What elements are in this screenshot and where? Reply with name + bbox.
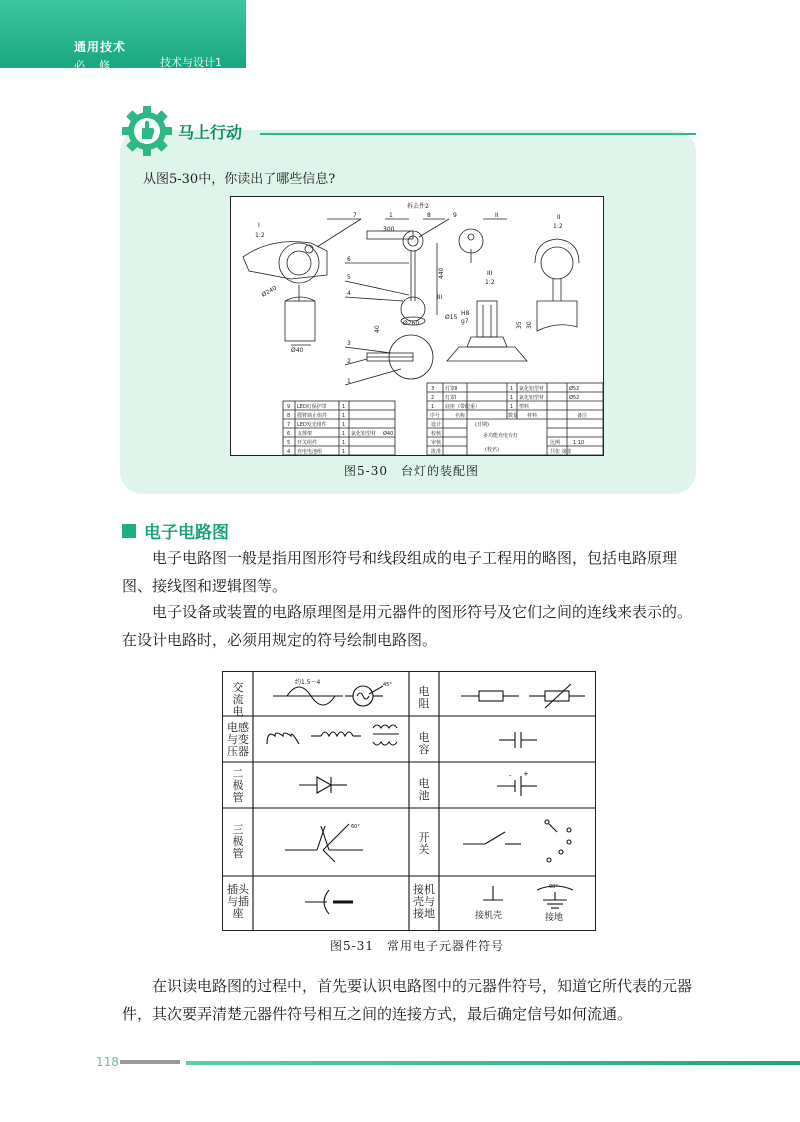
label-ground: 接机壳与接地 [413,883,435,920]
header-book-title: 技术与设计1 [160,56,222,69]
svg-text:灯罩Ⅰ: 灯罩Ⅰ [445,395,457,401]
svg-text:摇臂锁止组件: 摇臂锁止组件 [297,413,328,419]
switch-symbols [463,820,571,862]
label-battery: 电池 [418,777,430,802]
svg-text:Ø240: Ø240 [260,284,279,299]
svg-text:材料: 材料 [527,413,538,419]
detail-view-ii [459,212,507,263]
inductor-symbols [267,725,399,745]
svg-text:1: 1 [510,404,514,410]
svg-text:+: + [523,770,529,778]
svg-text:灯罩Ⅱ: 灯罩Ⅱ [445,386,458,392]
svg-text:30: 30 [526,321,533,329]
svg-text:6: 6 [347,256,351,263]
svg-text:III: III [487,270,493,277]
svg-text:校核: 校核 [431,431,442,437]
svg-text:1: 1 [342,440,346,446]
section-title: 电子电路图 [144,523,229,543]
ground-symbols [475,884,573,923]
svg-text:序号: 序号 [430,413,441,419]
svg-text:1: 1 [347,378,351,385]
diode-symbol [299,777,347,793]
label-ac: 交流电 [232,681,244,718]
svg-text:Ø260: Ø260 [403,320,420,327]
footer-gray-bar [120,1060,180,1064]
resistor-symbols [461,684,585,708]
svg-text:比例: 比例 [550,440,561,446]
svg-text:440: 440 [438,267,445,279]
svg-text:1: 1 [342,431,346,437]
lamp-assembly-drawing [230,196,604,456]
front-view [367,226,445,379]
svg-text:4: 4 [287,449,291,455]
svg-text:(日期): (日期) [475,422,489,428]
svg-text:5: 5 [287,440,291,446]
figure-5-31-caption: 图5-31 常用电子元器件符号 [330,939,504,953]
svg-text:8: 8 [427,212,431,219]
svg-text:Ø52: Ø52 [569,395,580,401]
svg-text:1: 1 [510,386,514,392]
svg-text:II: II [557,214,561,221]
label-plug: 插头与插座 [227,883,249,920]
svg-text:充电电池组: 充电电池组 [297,449,323,455]
svg-text:数量: 数量 [508,413,519,419]
svg-text:批准: 批准 [431,449,442,455]
svg-text:1: 1 [342,404,346,410]
svg-text:Ø15: Ø15 [445,314,458,321]
svg-text:1: 1 [342,413,346,419]
svg-text:g7: g7 [461,318,469,325]
action-question: 从图5-30中，你读出了哪些信息? [143,172,336,187]
paragraph-1: 电子电路图一般是指用图形符号和线段组成的电子工程用的略图，包括电路原理图、接线图和逻辑图等。 [122,549,678,595]
figure-5-30-caption: 图5-30 台灯的装配图 [344,464,479,478]
header-text [74,38,126,73]
action-title: 马上行动 [178,123,243,142]
svg-text:接机壳: 接机壳 [475,911,503,921]
detail-view-iii [437,270,533,361]
svg-text:LED灯保护罩: LED灯保护罩 [297,404,327,410]
header-subject: 通用技术 [74,40,127,54]
svg-text:1:10: 1:10 [573,440,585,446]
svg-text:III: III [437,294,443,301]
paragraph-2: 电子设备或装置的电路原理图是用元器件的图形符号及它们之间的连线来表示的。在设计电路时，必须用规定的符号绘制电路图。 [122,603,693,649]
svg-text:(校名): (校名) [485,447,499,453]
label-inductor: 电感与变压器 [227,721,249,758]
svg-text:Ø40: Ø40 [291,347,304,354]
label-switch: 开关 [418,831,430,856]
svg-text:塑料: 塑料 [519,404,530,410]
svg-text:备注: 备注 [577,413,588,419]
electronic-symbol-table [222,671,596,931]
svg-text:9: 9 [453,212,457,219]
svg-text:1: 1 [389,212,393,219]
svg-text:1:2: 1:2 [255,232,265,239]
svg-text:60°: 60° [351,824,360,830]
svg-text:多功能充电台灯: 多功能充电台灯 [483,433,519,439]
section-heading [122,518,229,543]
svg-text:共张 第张: 共张 第张 [550,449,572,455]
svg-text:LED发光组件: LED发光组件 [297,422,327,428]
part-number-callouts [317,212,457,385]
transistor-symbol [285,824,363,862]
svg-text:接地: 接地 [545,913,564,923]
svg-text:-: - [509,772,512,780]
label-diode: 二极管 [232,767,244,804]
svg-text:1: 1 [342,449,346,455]
label-capacitor: 电容 [418,731,430,756]
svg-text:II: II [495,212,499,219]
svg-text:1:2: 1:2 [553,223,563,230]
ac-symbols [273,678,392,706]
svg-text:审核: 审核 [431,440,442,446]
svg-text:1: 1 [342,422,346,428]
svg-text:2: 2 [431,395,435,401]
svg-text:7: 7 [353,212,357,219]
left-view [243,222,327,354]
svg-text:Ø52: Ø52 [569,386,580,392]
svg-text:300: 300 [383,226,395,233]
gear-hand-icon [120,104,174,158]
svg-text:9: 9 [287,404,291,410]
svg-text:约1.5～4: 约1.5～4 [295,679,321,686]
svg-text:3: 3 [431,386,435,392]
svg-text:氯化铝型材: 氯化铝型材 [519,386,545,392]
closing-paragraph: 在识读电路图的过程中，首先要认识电路图中的元器件符号，知道它所代表的元器件，其次要弄清楚元器件符号相互之间的连接方式，最后确定信号如何流通。 [122,977,693,1023]
svg-text:氯化铝型材: 氯化铝型材 [351,431,377,437]
label-resistor: 电阻 [418,685,430,710]
svg-text:开关组件: 开关组件 [297,440,318,446]
svg-text:1:2: 1:2 [485,279,495,286]
svg-text:35: 35 [516,321,523,329]
svg-text:1: 1 [510,395,514,401]
action-title-rule [260,133,696,135]
svg-text:Ø40: Ø40 [383,431,394,437]
section-marker-icon [122,524,136,538]
svg-text:I: I [258,222,260,229]
svg-text:底座（带配重）: 底座（带配重） [445,404,481,410]
battery-symbol [497,770,537,796]
drawing-top-label: 拆去件2 [407,203,429,210]
svg-text:5: 5 [347,274,351,281]
bom-right-text [430,385,587,455]
svg-text:6: 6 [287,431,291,437]
svg-text:设计: 设计 [431,422,442,428]
svg-text:H8: H8 [461,310,470,317]
bom-left-text [287,403,393,455]
svg-text:40: 40 [374,325,381,333]
capacitor-symbol [499,732,537,748]
svg-text:氯化铝型材: 氯化铝型材 [519,395,545,401]
svg-text:8: 8 [287,413,291,419]
side-view-ii [535,214,579,331]
footer-green-bar [186,1061,800,1065]
svg-text:2: 2 [347,358,351,365]
svg-text:3: 3 [347,340,351,347]
svg-text:90°: 90° [549,884,558,890]
svg-text:7: 7 [287,422,291,428]
svg-text:4: 4 [347,290,351,297]
header-required: 必修 [74,59,124,72]
svg-text:1: 1 [431,404,435,410]
plug-socket-symbol [305,890,353,914]
svg-text:45°: 45° [383,682,392,688]
label-transistor: 三极管 [232,823,244,860]
svg-text:名称: 名称 [455,413,466,419]
svg-text:支撑架: 支撑架 [297,431,313,437]
page-number: 118 [96,1055,119,1069]
